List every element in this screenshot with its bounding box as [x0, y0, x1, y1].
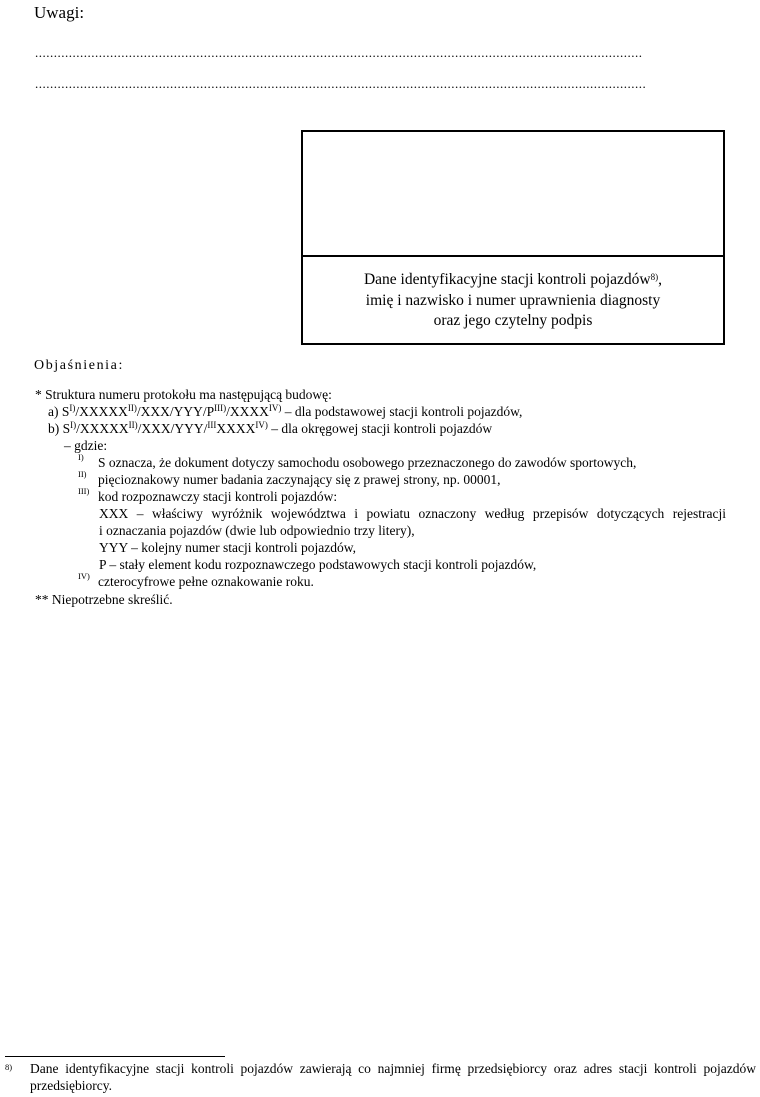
footnote-ref-8: 8)	[650, 272, 659, 282]
code-xxx-line-2: i oznaczania pojazdów (dwie lub odpowiednio trzy litery),	[99, 523, 415, 538]
uwagi-dotted-line-2: ...................................................................................................................................................................	[35, 77, 647, 91]
stamp-signature-box	[301, 130, 725, 345]
caption-line-3: oraz jego czytelny podpis	[433, 312, 593, 329]
box-divider	[303, 255, 723, 257]
code-p: P – stały element kodu rozpoznawczego podstawowych stacji kontroli pojazdów,	[99, 557, 537, 572]
code-xxx-line-1: XXX – właściwy wyróżnik województwa i powiatu oznaczony według przepisów dotyczących rejestracji	[99, 506, 726, 521]
variant-b: b) $S^{I)}/XXXXX^{II)}/XXX/YYY/^{III}XXXX^{IV)}$ – dla okręgowej stacji kontroli pojazdów	[48, 420, 493, 436]
code-yyy: YYY – kolejny numer stacji kontroli pojazdów,	[99, 540, 356, 555]
footnote-mark: 8)	[5, 1062, 13, 1072]
stamp-box-caption	[303, 270, 723, 332]
footnote-text: Dane identyfikacyjne stacji kontroli pojazdów zawierają co najmniej firmę przedsiębiorcy oraz adres stacji kontroli pojazdów przedsiębiorcy.	[30, 1061, 756, 1093]
explanations-heading: Objaśnienia:	[34, 358, 124, 373]
structure-intro: * Struktura numeru protokołu ma następującą budowę:	[35, 387, 332, 402]
where-label: – gdzie:	[64, 438, 108, 453]
caption-line-2: imię i nazwisko i numer uprawnienia diagnosty	[365, 291, 661, 309]
footnote-rule	[5, 1056, 225, 1057]
variant-a: a) $S^{I)}/XXXXX^{II)}/XXX/YYY/P^{III)}/XXXX^{IV)}$ – dla podstawowej stacji kontroli pojazdów,	[48, 403, 523, 419]
double-star-note: ** Niepotrzebne skreślić.	[35, 592, 173, 607]
uwagi-dotted-line-1: ..................................................................................................................................................................	[35, 46, 643, 60]
caption-line-1: Dane identyfikacyjne stacji kontroli pojazdów$^{8)}$,	[363, 271, 663, 288]
uwagi-label: Uwagi:	[34, 3, 85, 22]
